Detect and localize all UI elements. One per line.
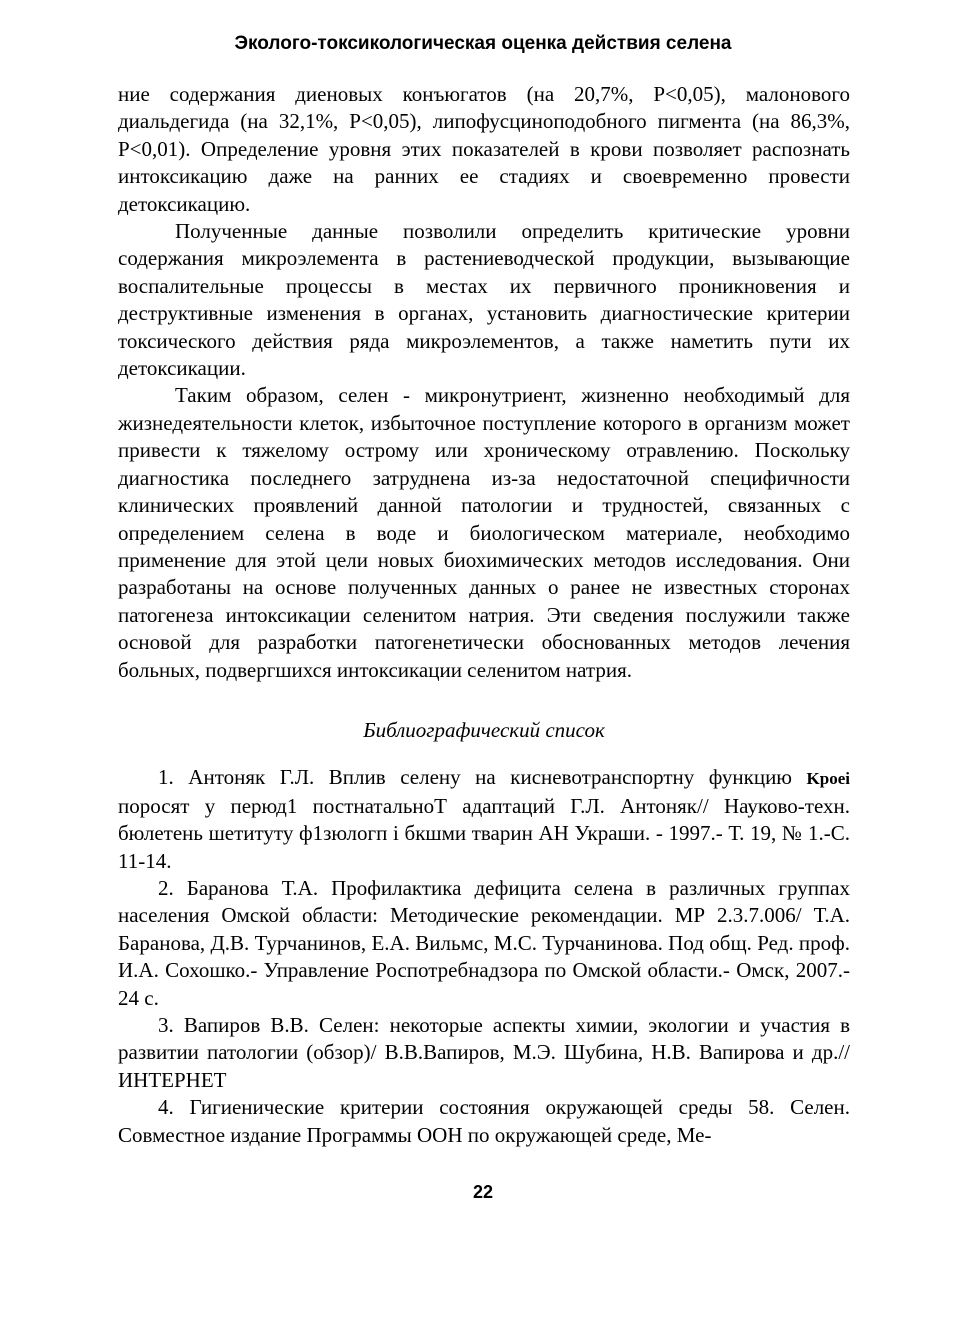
bibliography-entry	[118, 764, 850, 875]
ref-text: поросят у перюд1 постнатальноТ адаптаций Г.Л. Антоняк// Науково-техн. бюлетень шетитуту ф1зюлогп і бкшми тварин АН Украши. - 1997.- Т. 19, № 1.-С. 11-14.	[118, 793, 850, 873]
running-header: Эколого-токсикологическая оценка действия селена	[234, 33, 732, 54]
paragraph: Таким образом, селен - микронутриент, жизненно необходимый для жизнедеятельности клеток, избыточное поступление которого в организм может привести к тяжелому острому или хроническому отравлению. Поскольку диагностика последнего затруднена из-за недостаточной специфичности клинических проявлений данной патологии и трудностей, связанных с определением селена в воде и биологическом материале, необходимо применение для этой цели новых биохимических методов исследования. Они разработаны на основе полученных данных о ранее не известных сторонах патогенеза интоксикации селенитом натрия. Эти сведения послужили также основой для разработки патогенетически обоснованных методов лечения больных, подвергшихся интоксикации селенитом натрия.	[118, 383, 850, 682]
ref-text: Kpoei	[806, 769, 850, 789]
paragraph-continuation: ние содержания диеновых конъюгатов (на 20,7%, Р<0,05), малонового диальдегида (на 32,1%, Р<0,05), липофусциноподобного пигмента (на 86,3%, Р<0,01). Определение уровня этих показателей в крови позволяет распознать интоксикацию даже на ранних ее стадиях и своевременно провести детоксикацию.	[118, 82, 850, 216]
body-text	[118, 81, 850, 1149]
bibliography-entry: 2. Баранова Т.А. Профилактика дефицита селена в различных группах населения Омской области: Методические рекомендации. МР 2.3.7.006/ Т.А. Баранова, Д.В. Турчанинов, Е.А. Вильмс, М.С. Турчанинова. Под общ. Ред. проф. И.А. Сохошко.- Управление Роспотребнадзора по Омской области.- Омск, 2007.- 24 с.	[118, 875, 850, 1010]
bibliography-entry: 4. Гигиенические критерии состояния окружающей среды 58. Селен. Совместное издание Программы ООН по окружающей среде, Ме-	[118, 1095, 850, 1147]
bibliography-title: Библиографический список	[363, 717, 605, 742]
paragraph: Полученные данные позволили определить критические уровни содержания микроэлемента в растениеводческой продукции, вызывающие воспалительные процессы в местах их первичного проникновения и деструктивные изменения в органах, установить диагностические критерии токсического действия ряда микроэлементов, а также наметить пути их детоксикации.	[118, 219, 850, 381]
page-number: 22	[472, 1182, 494, 1202]
bibliography-entry: 3. Вапиров В.В. Селен: некоторые аспекты химии, экологии и участия в развитии патологии (обзор)/ В.В.Вапиров, М.Э. Шубина, Н.В. Вапирова и др.// ИНТЕРНЕТ	[118, 1013, 850, 1092]
ref-text: 1. Антоняк Г.Л. Вплив селену на кисневотранспортну функцию	[158, 765, 807, 790]
